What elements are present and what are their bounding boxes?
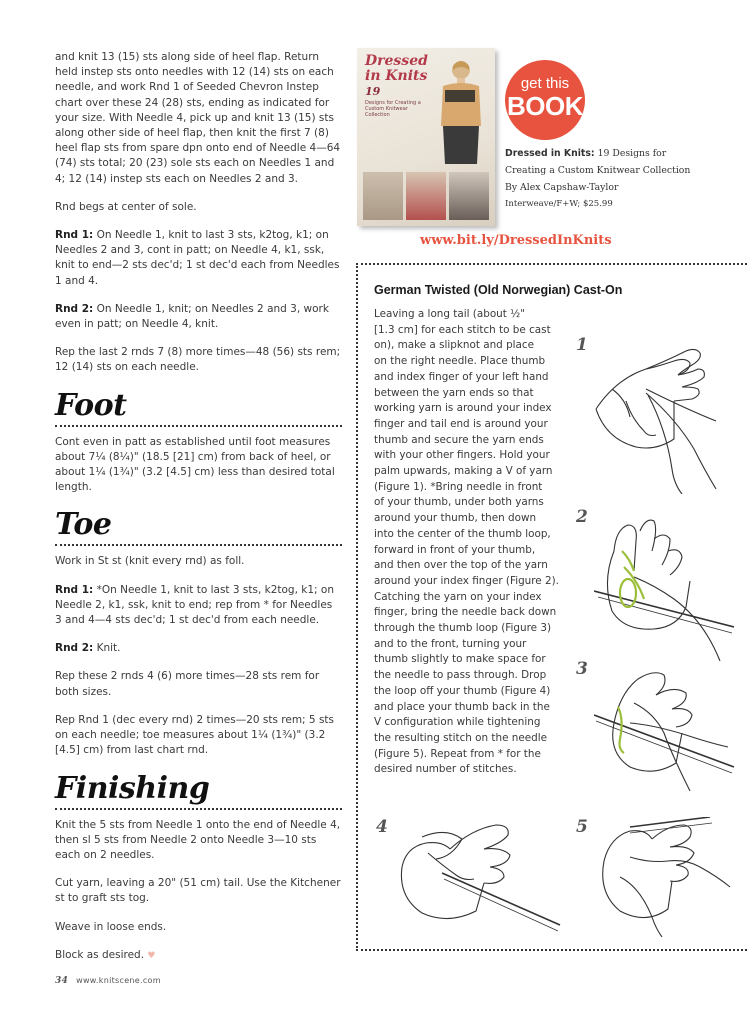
instruction-line: finger and tail end is around your: [374, 417, 548, 430]
instruction-line: desired number of stitches.: [374, 763, 517, 776]
book-cover-thumbnails: [363, 172, 489, 220]
instruction-line: into the center of the thumb loop,: [374, 527, 551, 540]
instruction-line: the resulting stitch on the needle: [374, 731, 548, 744]
figure-4-number: 4: [376, 817, 388, 837]
figure-5-number: 5: [576, 817, 588, 837]
book-cover[interactable]: [357, 48, 495, 226]
rnd-label: Rnd 1:: [55, 583, 94, 596]
book-author: By Alex Capshaw-Taylor: [505, 182, 619, 193]
instruction-line: and then over the top of the yarn: [374, 559, 548, 572]
instruction-line: and place your thumb back in the: [374, 700, 550, 713]
rnd-label: Rnd 1:: [55, 229, 94, 242]
rnd-text: On Needle 1, knit; on Needles 2 and 3, work even in patt; on Needle 4, knit.: [55, 302, 329, 331]
site-url[interactable]: www.knitscene.com: [76, 976, 161, 985]
sidebar-instructions: [374, 307, 570, 778]
rnd-text: Knit.: [96, 642, 121, 655]
figure-1-number: 1: [576, 335, 588, 355]
get-this-book-badge[interactable]: [505, 60, 585, 140]
instruction-line: on), make a slipknot and place: [374, 339, 535, 352]
instruction-line: [1.3 cm] for each stitch to be cast: [374, 323, 551, 336]
page-footer: [55, 976, 161, 986]
hand-figure-5-icon: [590, 817, 740, 937]
instruction-line: between the yarn ends so that: [374, 386, 534, 399]
finishing-p2: Cut yarn, leaving a 20" (51 cm) tail. Use the Kitchener st to graft sts tog.: [55, 877, 341, 905]
finishing-p1: Knit the 5 sts from Needle 1 onto the end of Needle 4, then sl 5 sts from Needle 2 onto Needle 3—10 sts each on 2 needles.: [55, 818, 341, 861]
figure-3-number: 3: [576, 659, 588, 679]
instruction-line: around your thumb, then down: [374, 512, 537, 525]
instruction-line: the needle to pass through. Drop: [374, 669, 547, 682]
instruction-line: forward in front of your thumb,: [374, 543, 536, 556]
rnd-text: On Needle 1, knit to last 3 sts, k2tog, k1; on Needles 2 and 3, cont in patt; on Needle 4, k1, ssk, knit to end—2 sts dec'd; 1 st dec'd each from Needles 1 and 4.: [55, 229, 340, 287]
instruction-line: thumb and secure the yarn ends: [374, 433, 544, 446]
toe-repeat: Rep these 2 rnds 4 (6) more times—28 sts rem for both sizes.: [55, 670, 320, 698]
instruction-line: finger, bring the needle back down: [374, 606, 557, 619]
instruction-line: of your thumb, under both yarns: [374, 496, 544, 509]
book-cover-title: [365, 54, 428, 99]
instruction-line: palm upwards, making a V of yarn: [374, 465, 553, 478]
instruction-line: with your other fingers. Hold your: [374, 449, 550, 462]
thumbnail: [449, 172, 489, 220]
toe-rnd-2: [55, 641, 342, 656]
instruction-line: Catching the yarn on your index: [374, 590, 542, 603]
toe-heading: Toe: [55, 507, 112, 543]
foot-heading: Foot: [55, 387, 127, 423]
book-title-bold: Dressed in Knits:: [505, 148, 595, 159]
rnd-text: *On Needle 1, knit to last 3 sts, k2tog, k1; on Needle 2, k1, ssk, knit to end; rep from * for Needles 3 and 4—4 sts dec'd; 1 st dec'd from each needle.: [55, 583, 334, 627]
section-divider: [55, 425, 342, 427]
badge-bottom-text: BOOK: [507, 91, 583, 121]
section-divider: [55, 544, 342, 546]
book-publisher-price: Interweave/F+W; $25.99: [505, 199, 613, 209]
instruction-line: (Figure 5). Repeat from * for the: [374, 747, 541, 760]
book-title-line-2: Creating a Custom Knitwear Collection: [505, 165, 691, 176]
instruction-line: on the right needle. Place thumb: [374, 355, 546, 368]
instruction-line: through the thumb loop (Figure 3): [374, 622, 551, 635]
rnd-label: Rnd 2:: [55, 642, 94, 655]
instruction-line: around your index finger (Figure 2).: [374, 574, 559, 587]
pattern-column: [55, 50, 342, 977]
book-title-number: 19: [365, 85, 381, 98]
model-photo-icon: [431, 56, 489, 164]
toe-rnd-1: [55, 583, 342, 629]
book-title-rest: 19 Designs for: [594, 148, 667, 159]
book-cover-subtitle: Designs for Creating a Custom Knitwear Collection: [365, 100, 421, 118]
finishing-p4-text: Block as desired.: [55, 948, 145, 961]
hand-figure-2-icon: [594, 511, 734, 661]
finishing-p4: [55, 948, 342, 964]
heel-rnd-2: [55, 302, 342, 332]
page-number: 34: [55, 976, 69, 986]
instruction-line: the loop off your thumb (Figure 4): [374, 684, 551, 697]
round-begins-note: Rnd begs at center of sole.: [55, 200, 197, 213]
sidebar-title: German Twisted (Old Norwegian) Cast-On: [374, 283, 623, 297]
hand-figure-4-icon: [392, 817, 562, 937]
foot-text: Cont even in patt as established until foot measures about 7¼ (8¼)" (18.5 [21] cm) from back of heel, or about 1¼ (1¾)" (3.2 [4.5] cm) less than desired total length.: [55, 435, 335, 494]
section-divider: [55, 808, 342, 810]
toe-rep-rnd-1: Rep Rnd 1 (dec every rnd) 2 times—20 sts rem; 5 sts on each needle; toe measures about 1¼ (1¾)" (3.2 [4.5] cm) from last chart rnd.: [55, 713, 335, 757]
heel-instructions: and knit 13 (15) sts along side of heel flap. Return held instep sts onto needles with 12 (14) sts on each needle, and work Rnd 1 of Seeded Chevron Instep chart over these 24 (28) sts, ending as indicated for your size. With Needle 4, pick up and knit 13 (15) sts along other side of heel flap, then knit the first 7 (8) heel flap sts from spare dpn onto end of Needle 4—64 (74) sts total; 20 (23) sole sts each on Needles 1 and 4; 12 (14) instep sts each on Needles 2 and 3.: [55, 51, 341, 185]
thumbnail: [406, 172, 446, 220]
instruction-line: thumb slightly to make space for: [374, 653, 546, 666]
book-info: [505, 145, 735, 213]
book-title-line: [505, 145, 735, 162]
instruction-line: and to the front, turning your: [374, 637, 527, 650]
finishing-p3: Weave in loose ends.: [55, 920, 167, 933]
book-title-line-2: in Knits: [365, 68, 428, 84]
heel-rnd-1: [55, 228, 342, 289]
book-title-line-1: Dressed: [365, 53, 428, 69]
heart-icon: ♥: [147, 950, 156, 961]
cast-on-sidebar: [356, 263, 747, 951]
figure-2-number: 2: [576, 507, 588, 527]
instruction-line: working yarn is around your index: [374, 402, 552, 415]
thumbnail: [363, 172, 403, 220]
instruction-line: Leaving a long tail (about ½": [374, 308, 525, 320]
badge-top-text: get this: [520, 75, 570, 92]
hand-figure-3-icon: [594, 663, 734, 793]
hand-figure-1-icon: [586, 339, 731, 494]
instruction-line: and index finger of your left hand: [374, 370, 549, 383]
toe-intro: Work in St st (knit every rnd) as foll.: [55, 555, 245, 568]
finishing-heading: Finishing: [55, 770, 210, 806]
heel-repeat: Rep the last 2 rnds 7 (8) more times—48 (56) sts rem; 12 (14) sts on each needle.: [55, 346, 341, 374]
book-url-link[interactable]: www.bit.ly/DressedInKnits: [420, 233, 612, 248]
rnd-label: Rnd 2:: [55, 302, 94, 315]
instruction-line: V configuration while tightening: [374, 716, 541, 729]
instruction-line: (Figure 1). *Bring needle in front: [374, 480, 543, 493]
